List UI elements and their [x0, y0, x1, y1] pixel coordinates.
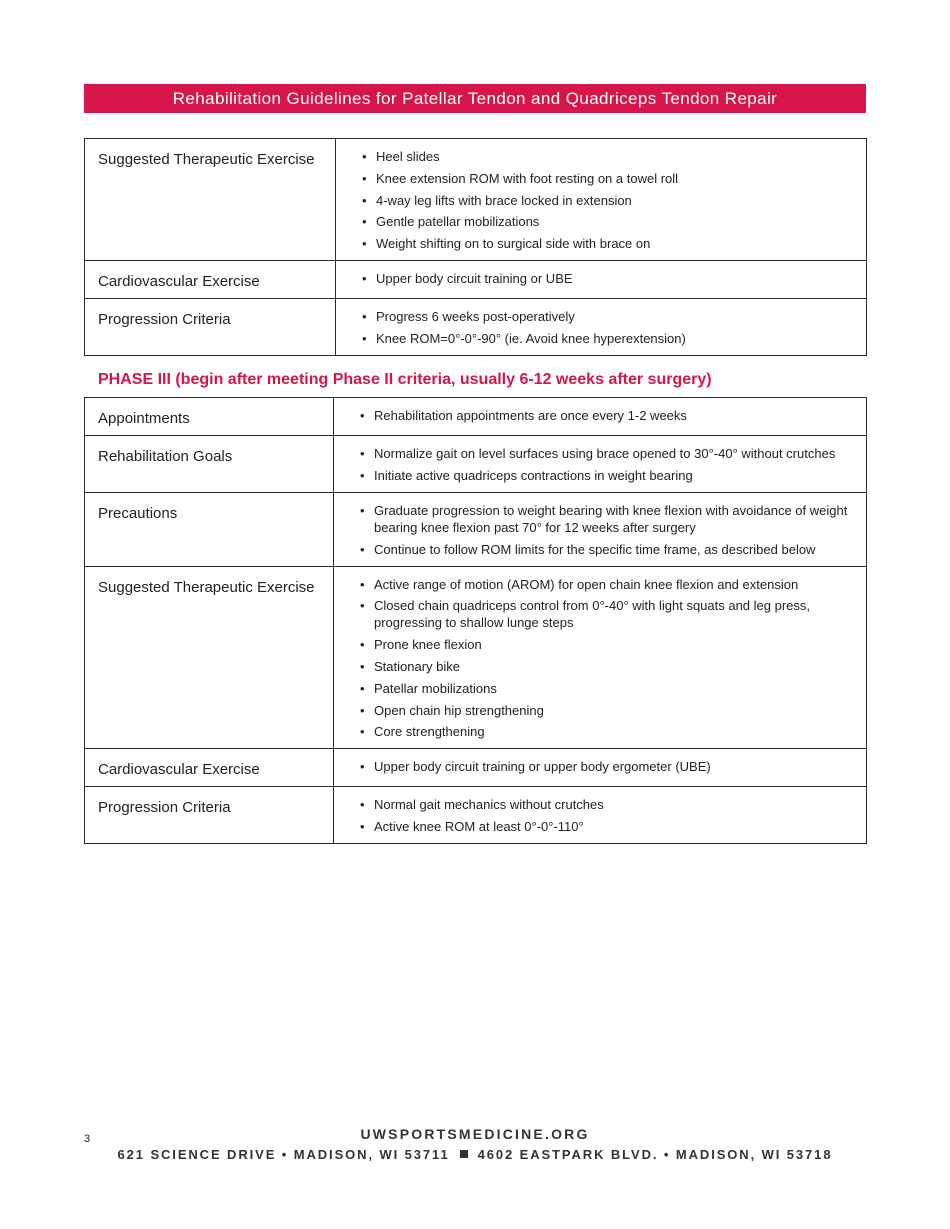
list-item: • Weight shifting on to surgical side with brace on	[362, 235, 852, 252]
phase2-table-body	[85, 139, 867, 356]
footer-address	[0, 1147, 950, 1162]
list-item: • Upper body circuit training or UBE	[362, 270, 852, 287]
separator-square-icon	[460, 1150, 468, 1158]
phase3-table-body	[85, 398, 867, 844]
list-item: • Gentle patellar mobilizations	[362, 213, 852, 230]
row-label: Appointments	[85, 398, 334, 436]
list-item: • Knee extension ROM with foot resting on a towel roll	[362, 170, 852, 187]
list-item: • Progress 6 weeks post-operatively	[362, 308, 852, 325]
row-items-cell	[334, 566, 867, 749]
row-items-cell	[334, 492, 867, 566]
table-row	[85, 299, 867, 356]
row-items-cell	[336, 261, 867, 299]
list-item: • 4-way leg lifts with brace locked in extension	[362, 192, 852, 209]
list-item: • Normalize gait on level surfaces using brace opened to 30°-40° without crutches	[360, 445, 852, 462]
row-items-cell	[336, 299, 867, 356]
table-row	[85, 139, 867, 261]
list-item: • Stationary bike	[360, 658, 852, 675]
footer-website: UWSPORTSMEDICINE.ORG	[360, 1126, 590, 1142]
page-number: 3	[84, 1133, 91, 1145]
bullet-list	[360, 445, 852, 484]
list-item: • Patellar mobilizations	[360, 680, 852, 697]
banner-title: Rehabilitation Guidelines for Patellar Tendon and Quadriceps Tendon Repair	[172, 88, 778, 108]
row-items-cell	[334, 749, 867, 787]
list-item: • Active knee ROM at least 0°-0°-110°	[360, 818, 852, 835]
bullet-list	[362, 308, 852, 347]
bullet-list	[362, 270, 852, 287]
list-item: • Upper body circuit training or upper body ergometer (UBE)	[360, 758, 852, 775]
list-item: • Closed chain quadriceps control from 0°-40° with light squats and leg press, progressing to shallow lunge steps	[360, 597, 852, 631]
row-label: Cardiovascular Exercise	[85, 749, 334, 787]
address-eastpark: 4602 EASTPARK BLVD. • MADISON, WI 53718	[477, 1147, 833, 1162]
list-item: • Normal gait mechanics without crutches	[360, 796, 852, 813]
row-items-cell	[334, 398, 867, 436]
table-row	[85, 566, 867, 749]
list-item: • Open chain hip strengthening	[360, 702, 852, 719]
row-label: Cardiovascular Exercise	[85, 261, 336, 299]
row-items-cell	[336, 139, 867, 261]
row-label: Precautions	[85, 492, 334, 566]
bullet-list	[360, 758, 852, 775]
list-item: • Rehabilitation appointments are once every 1-2 weeks	[360, 407, 852, 424]
address-madison-science: 621 SCIENCE DRIVE • MADISON, WI 53711	[117, 1147, 450, 1162]
list-item: • Initiate active quadriceps contractions in weight bearing	[360, 467, 852, 484]
bullet-list	[360, 502, 852, 558]
row-label: Progression Criteria	[85, 787, 334, 844]
list-item: • Active range of motion (AROM) for open chain knee flexion and extension	[360, 576, 852, 593]
row-items-cell	[334, 436, 867, 493]
row-label: Suggested Therapeutic Exercise	[85, 139, 336, 261]
table-row	[85, 749, 867, 787]
table-row	[85, 261, 867, 299]
row-items-cell	[334, 787, 867, 844]
phase2-table	[84, 138, 867, 356]
bullet-list	[360, 796, 852, 835]
list-item: • Core strengthening	[360, 723, 852, 740]
page-banner	[84, 84, 866, 113]
list-item: • Knee ROM=0°-0°-90° (ie. Avoid knee hyperextension)	[362, 330, 852, 347]
row-label: Rehabilitation Goals	[85, 436, 334, 493]
row-label: Suggested Therapeutic Exercise	[85, 566, 334, 749]
row-label: Progression Criteria	[85, 299, 336, 356]
list-item: • Heel slides	[362, 148, 852, 165]
list-item: • Continue to follow ROM limits for the specific time frame, as described below	[360, 541, 852, 558]
table-row	[85, 436, 867, 493]
list-item: • Prone knee flexion	[360, 636, 852, 653]
table-row	[85, 492, 867, 566]
table-row	[85, 398, 867, 436]
list-item: • Graduate progression to weight bearing with knee flexion with avoidance of weight bearing knee flexion past 70° for 12 weeks after surgery	[360, 502, 852, 536]
table-row	[85, 787, 867, 844]
bullet-list	[360, 407, 852, 424]
phase3-table	[84, 397, 867, 844]
phase3-heading: PHASE III (begin after meeting Phase II criteria, usually 6-12 weeks after surgery)	[98, 371, 712, 388]
bullet-list	[362, 148, 852, 252]
bullet-list	[360, 576, 852, 741]
